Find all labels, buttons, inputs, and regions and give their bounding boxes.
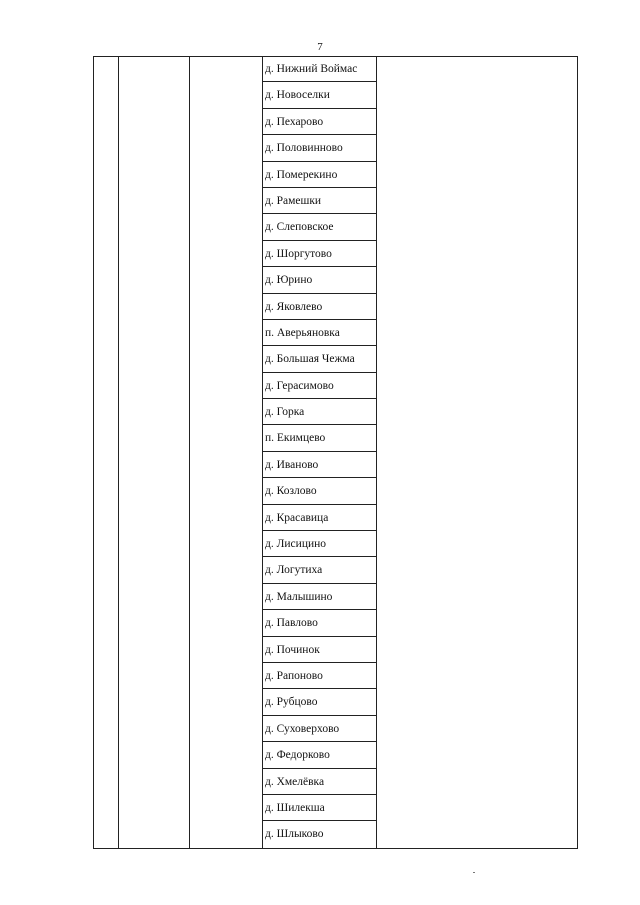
settlement-name-cell: п. Аверьяновка <box>262 320 376 346</box>
column-divider <box>189 56 190 849</box>
settlement-name-cell: д. Нижний Воймас <box>262 56 376 82</box>
settlement-name-cell: д. Половинново <box>262 135 376 161</box>
settlement-name-cell: д. Логутиха <box>262 557 376 583</box>
settlement-name-cell: д. Шлыково <box>265 828 324 841</box>
settlement-name-cell: д. Лисицино <box>262 531 376 557</box>
settlement-name-cell: д. Шоргутово <box>262 241 376 267</box>
scan-speck <box>473 872 475 873</box>
settlement-name-cell: д. Слеповское <box>262 214 376 240</box>
settlement-name-cell: д. Большая Чежма <box>262 346 376 372</box>
page-number: 7 <box>317 41 323 53</box>
settlement-name-cell: д. Починок <box>262 637 376 663</box>
column-divider <box>118 56 119 849</box>
settlement-name-column <box>262 56 376 848</box>
settlement-name-cell: д. Хмелёвка <box>262 769 376 795</box>
settlement-name-cell: д. Шилекша <box>262 795 376 821</box>
settlement-name-cell: д. Новоселки <box>262 82 376 108</box>
settlement-name-cell: д. Яковлево <box>262 294 376 320</box>
settlement-name-cell: д. Малышино <box>262 584 376 610</box>
settlement-name-cell: д. Суховерхово <box>262 716 376 742</box>
settlement-name-cell: д. Юрино <box>262 267 376 293</box>
settlement-name-cell: д. Павлово <box>262 610 376 636</box>
settlement-name-cell: д. Герасимово <box>262 373 376 399</box>
settlement-name-cell: п. Екимцево <box>262 425 376 451</box>
settlement-name-cell: д. Пехарово <box>262 109 376 135</box>
column-divider <box>376 56 377 849</box>
settlement-name-cell: д. Рамешки <box>262 188 376 214</box>
settlement-name-cell: д. Горка <box>262 399 376 425</box>
settlement-name-cell: д. Рубцово <box>262 689 376 715</box>
settlement-name-cell: д. Козлово <box>262 478 376 504</box>
settlement-name-cell: д. Федорково <box>262 742 376 768</box>
settlement-name-cell: д. Рапоново <box>262 663 376 689</box>
settlement-name-cell: д. Померекино <box>262 162 376 188</box>
settlement-name-cell: д. Иваново <box>262 452 376 478</box>
settlement-name-cell: д. Красавица <box>262 505 376 531</box>
settlements-table <box>93 56 578 849</box>
